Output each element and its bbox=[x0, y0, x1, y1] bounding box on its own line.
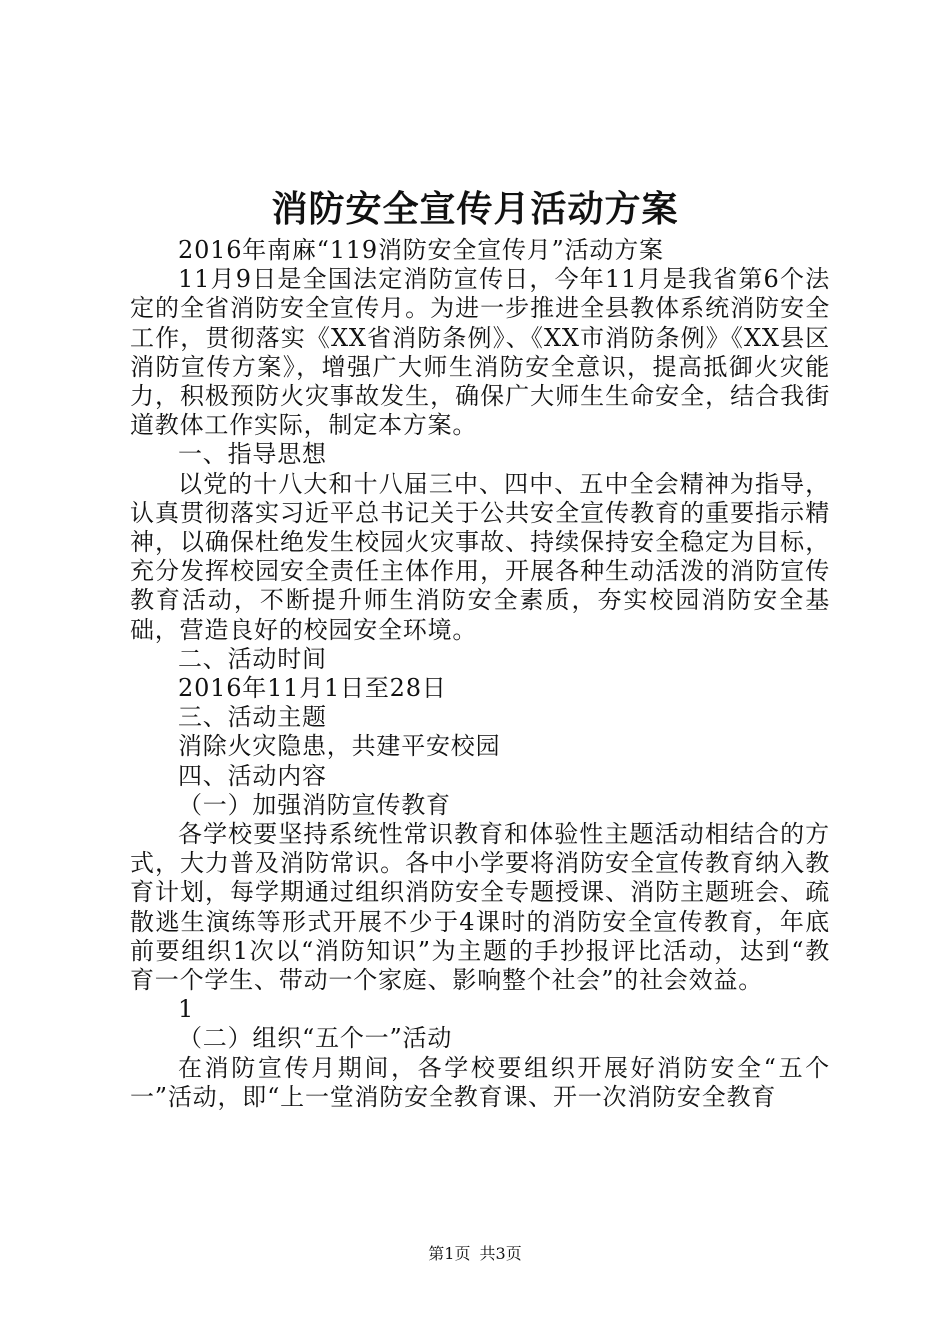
footer-page-label: 第1页 bbox=[428, 1244, 471, 1263]
footer-total-label: 共3页 bbox=[479, 1244, 522, 1263]
guiding-thought-paragraph: 以党的十八大和十八届三中、四中、五中全会精神为指导，认真贯彻落实习近平总书记关于公共安全宣传教育的重要指示精神，以确保杜绝发生校园火灾事故、持续保持安全稳定为目标，充分发挥校园安全责任主体作用，开展各种生动活泼的消防宣传教育活动，不断提升师生消防安全素质，夯实校园消防安全基础，营造良好的校园安全环境。 bbox=[130, 469, 830, 644]
five-ones-paragraph: 在消防宣传月期间，各学校要组织开展好消防安全“五个一”活动，即“上一堂消防安全教育课、开一次消防安全教育 bbox=[130, 1053, 830, 1111]
section-heading-activity-content: 四、活动内容 bbox=[178, 761, 327, 790]
subsection-heading-education: （一）加强消防宣传教育 bbox=[178, 790, 451, 819]
subsection-heading-five-ones: （二）组织“五个一”活动 bbox=[178, 1024, 453, 1053]
document-title: 消防安全宣传月活动方案 bbox=[271, 188, 679, 230]
page-footer bbox=[0, 1244, 950, 1264]
subtitle-paragraph: 2016年南麻“119消防安全宣传月”活动方案 bbox=[178, 236, 664, 264]
intro-paragraph: 11月9日是全国法定消防宣传日，今年11月是我省第6个法定的全省消防安全宣传月。为进一步推进全县教体系统消防安全工作，贯彻落实《XX省消防条例》、《XX市消防条例》《XX县区消防宣传方案》，增强广大师生消防安全意识，提高抵御火灾能力，积极预防火灾事故发生，确保广大师生生命安全，结合我街道教体工作实际，制定本方案。 bbox=[130, 265, 830, 440]
section-heading-activity-time: 二、活动时间 bbox=[178, 644, 327, 673]
section-heading-activity-theme: 三、活动主题 bbox=[178, 703, 327, 732]
education-paragraph: 各学校要坚持系统性常识教育和体验性主题活动相结合的方式，大力普及消防常识。各中小学要将消防安全宣传教育纳入教育计划，每学期通过组织消防安全专题授课、消防主题班会、疏散逃生演练等形式开展不少于4课时的消防安全宣传教育，年底前要组织1次以“消防知识”为主题的手抄报评比活动，达到“教育一个学生、带动一个家庭、影响整个社会”的社会效益。 bbox=[130, 820, 830, 995]
document-body bbox=[130, 236, 830, 1112]
activity-theme-paragraph: 消除火灾隐患，共建平安校园 bbox=[178, 732, 501, 761]
inline-page-number: 1 bbox=[178, 995, 195, 1024]
section-heading-guiding-thought: 一、指导思想 bbox=[178, 440, 327, 469]
activity-time-paragraph: 2016年11月1日至28日 bbox=[178, 674, 447, 703]
